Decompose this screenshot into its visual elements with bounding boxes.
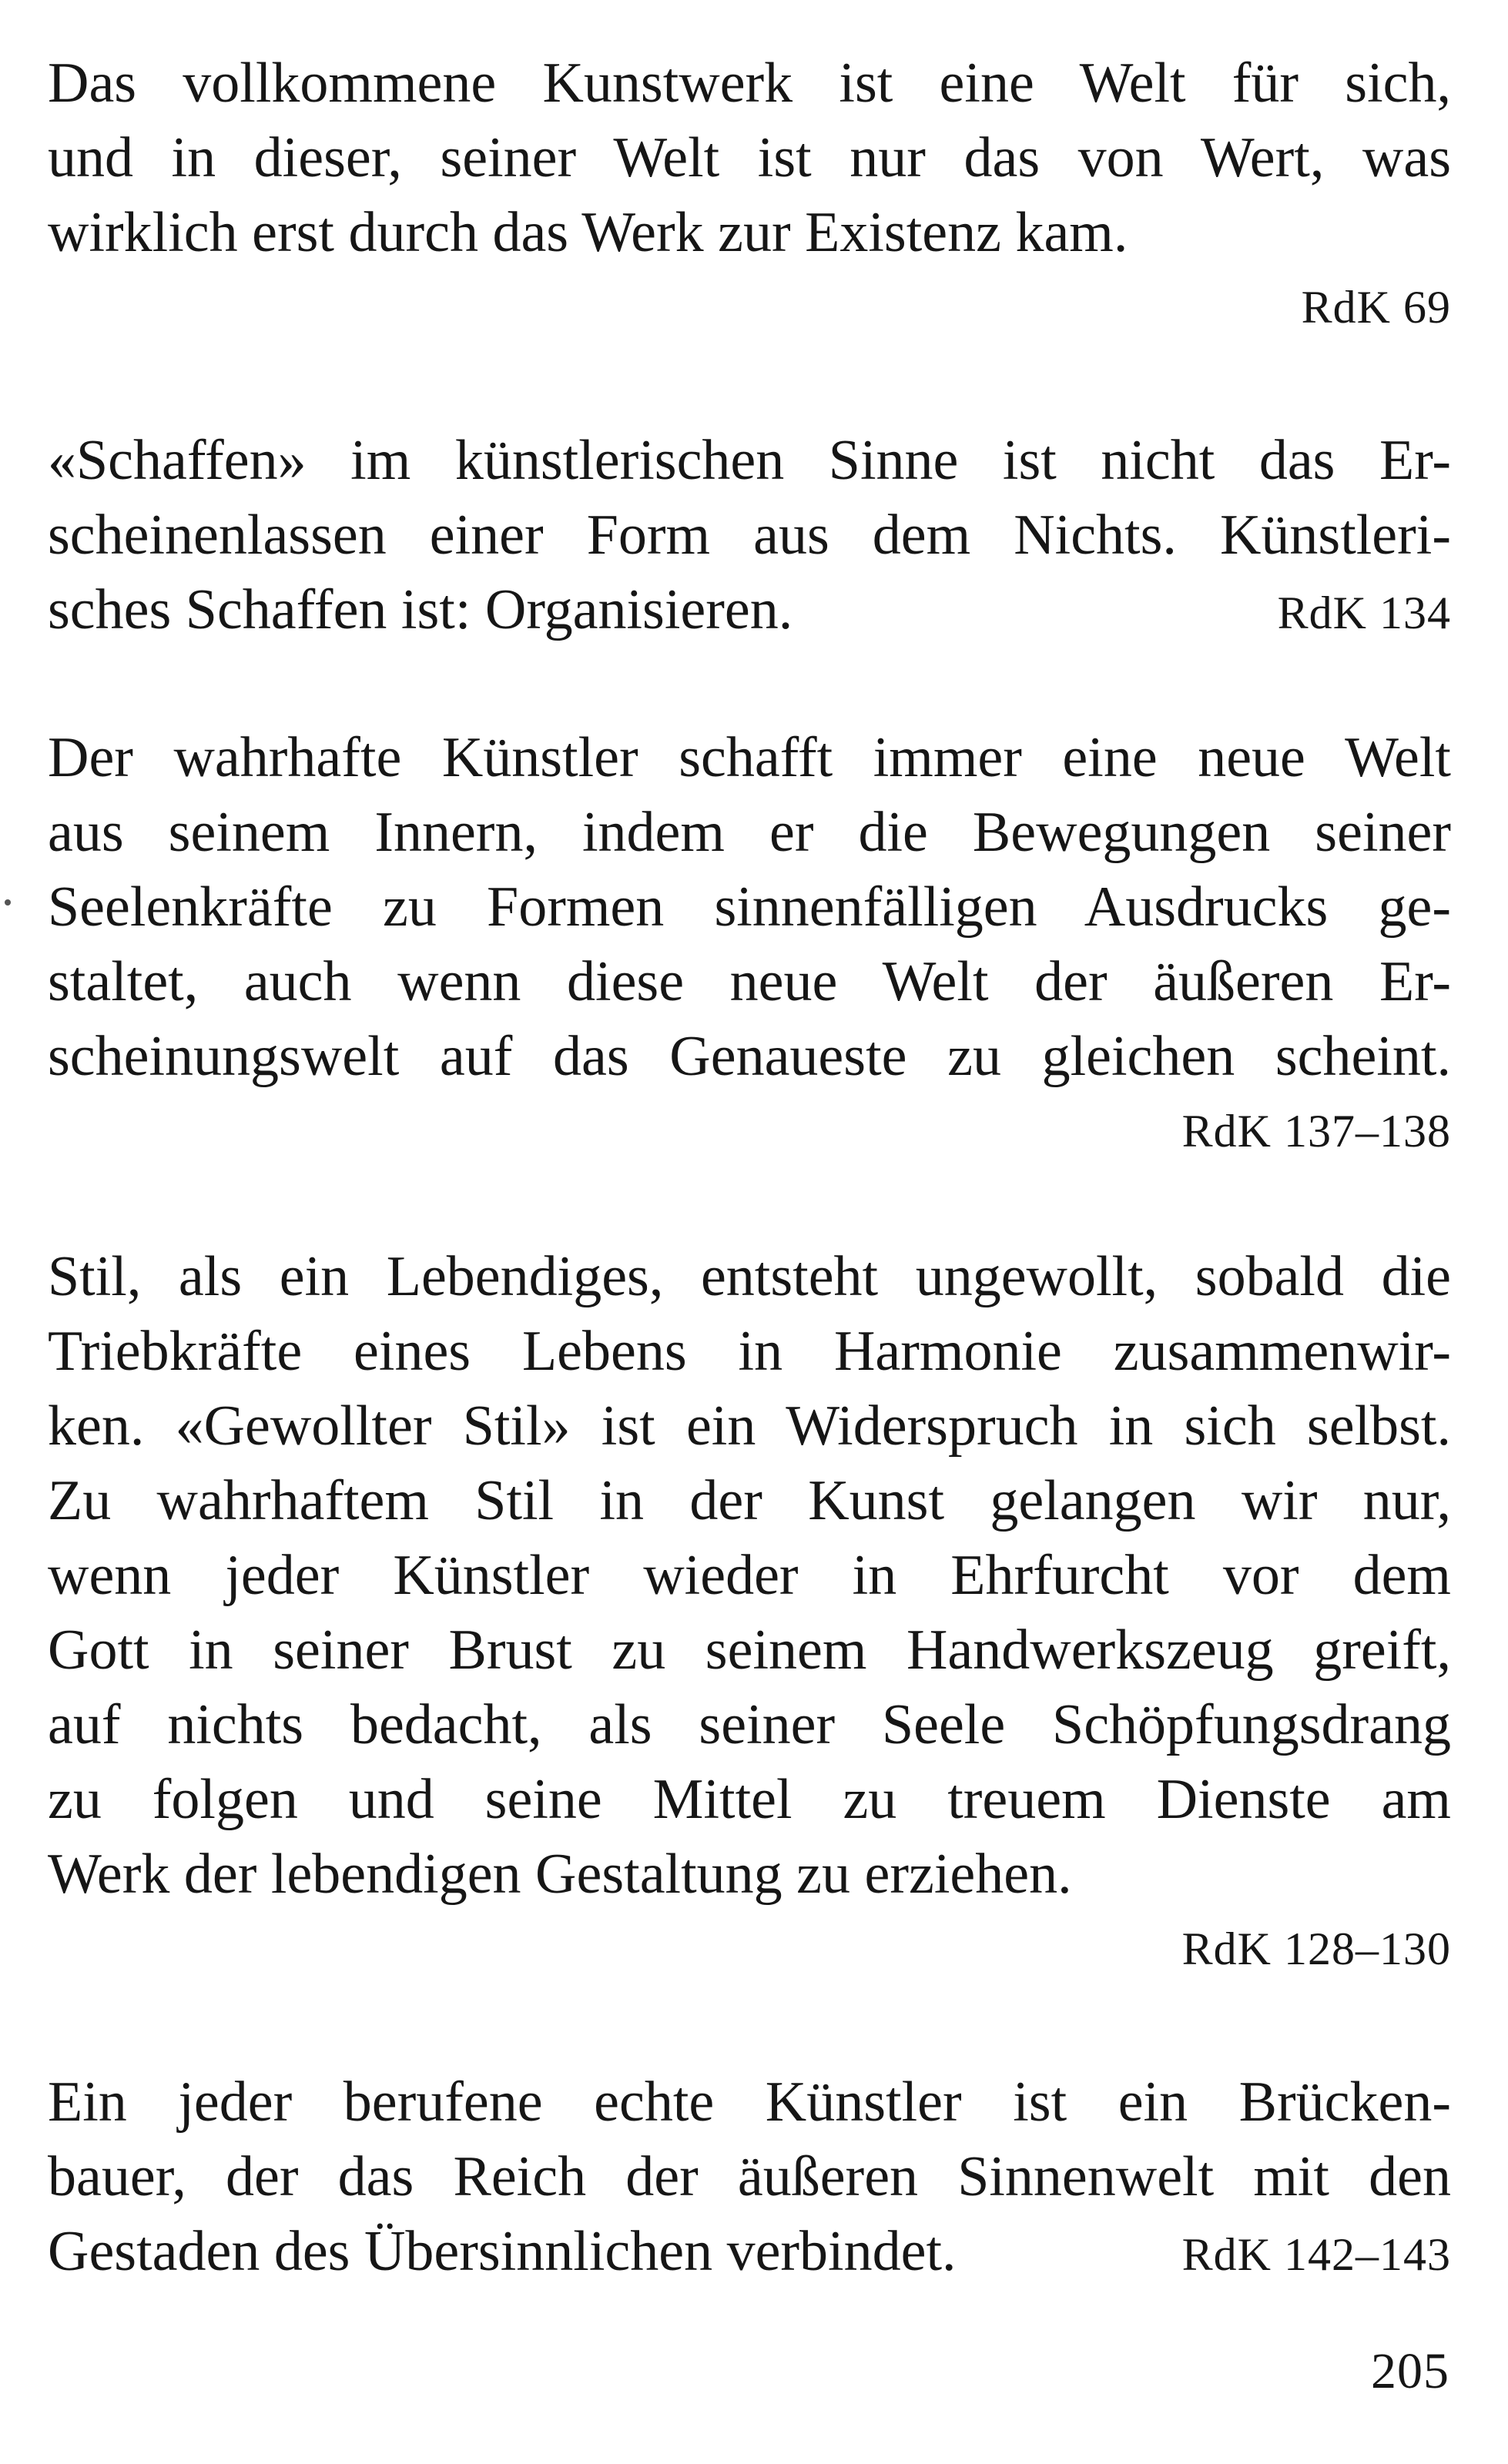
quote-3-text: [48, 721, 1451, 1094]
quote-4: [48, 1240, 1451, 1987]
quote-2-reference: RdK 134: [1277, 588, 1451, 638]
quote-4-text: [48, 1240, 1451, 1912]
quote-line: Ein jeder berufene echte Künstler ist ein Brücken-: [48, 2071, 1451, 2134]
quote-line: wirklich erst durch das Werk zur Existenz kam.: [48, 201, 1128, 264]
quote-2: [48, 424, 1451, 648]
quote-4-reference: RdK 128–130: [1181, 1923, 1451, 1974]
quote-last-line-row: [48, 2215, 1451, 2289]
quote-5-text: [48, 2065, 1451, 2289]
quote-line: sches Schaffen ist: Organisieren.: [48, 578, 793, 641]
quote-5-reference: RdK 142–143: [1181, 2229, 1451, 2280]
quote-line: zu folgen und seine Mittel zu treuem Dienste am: [48, 1768, 1451, 1831]
quote-line: Werk der lebendigen Gestaltung zu erziehen.: [48, 1843, 1072, 1906]
quote-line: scheinungswelt auf das Genaueste zu gleichen scheint.: [48, 1025, 1451, 1088]
quote-2-text: [48, 424, 1451, 648]
quote-line: Gott in seiner Brust zu seinem Handwerkszeug greift,: [48, 1619, 1451, 1682]
quote-line: bauer, der das Reich der äußeren Sinnenwelt mit den: [48, 2145, 1451, 2208]
quote-line: «Schaffen» im künstlerischen Sinne ist nicht das Er-: [48, 429, 1451, 492]
quote-line: Triebkräfte eines Lebens in Harmonie zusammenwir-: [48, 1320, 1451, 1383]
quote-line: ken. «Gewollter Stil» ist ein Widerspruch in sich selbst.: [48, 1394, 1451, 1458]
quote-1-reference: RdK 69: [1301, 282, 1451, 333]
page-number: 205: [1371, 2343, 1449, 2399]
margin-mark: [5, 899, 11, 906]
quote-5: [48, 2065, 1451, 2289]
quote-line: Das vollkommene Kunstwerk ist eine Welt für sich,: [48, 52, 1451, 115]
quote-line: scheinenlassen einer Form aus dem Nichts. Künstleri-: [48, 504, 1451, 567]
quote-1: [48, 46, 1451, 345]
quote-line: und in dieser, seiner Welt ist nur das von Wert, was: [48, 126, 1451, 189]
quote-last-line-row: [48, 573, 1451, 648]
quote-line: Zu wahrhaftem Stil in der Kunst gelangen wir nur,: [48, 1469, 1451, 1532]
quote-3: [48, 721, 1451, 1169]
quote-1-text: [48, 46, 1451, 270]
quote-line: Der wahrhafte Künstler schafft immer eine neue Welt: [48, 726, 1451, 789]
quote-line: auf nichts bedacht, als seiner Seele Schöpfungsdrang: [48, 1693, 1451, 1756]
quote-line: Stil, als ein Lebendiges, entsteht ungewollt, sobald die: [48, 1245, 1451, 1308]
quote-line: staltet, auch wenn diese neue Welt der äußeren Er-: [48, 950, 1451, 1013]
quote-line: aus seinem Innern, indem er die Bewegungen seiner: [48, 801, 1451, 864]
quote-line: Gestaden des Übersinnlichen verbindet.: [48, 2220, 957, 2283]
quote-line: Seelenkräfte zu Formen sinnenfälligen Ausdrucks ge-: [48, 875, 1451, 939]
quote-3-reference: RdK 137–138: [1181, 1106, 1451, 1157]
quote-line: wenn jeder Künstler wieder in Ehrfurcht vor dem: [48, 1544, 1451, 1607]
